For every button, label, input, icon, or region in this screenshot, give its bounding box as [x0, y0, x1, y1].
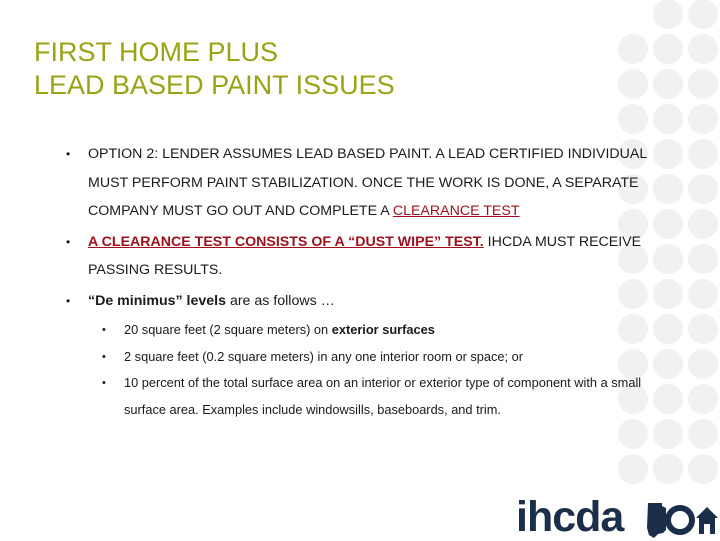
bullet-de-minimus [66, 287, 666, 316]
decorative-dot [688, 314, 718, 344]
decorative-dot [653, 34, 683, 64]
decorative-dot [618, 419, 648, 449]
decorative-dot [618, 454, 648, 484]
decorative-dot [688, 174, 718, 204]
bullet-clearance-test [66, 228, 666, 285]
decorative-dot [688, 104, 718, 134]
decorative-dot [688, 279, 718, 309]
sub-bullet-text: 20 square feet (2 square meters) on [124, 322, 332, 337]
decorative-dot [688, 349, 718, 379]
decorative-dot [688, 139, 718, 169]
option-2-text: OPTION 2: LENDER ASSUMES LEAD BASED PAINT. A LEAD CERTIFIED INDIVIDUAL MUST PERFORM PAINT STABILIZATION. ONCE THE WORK IS DONE, A SEPARATE COMPANY MUST GO OUT AND COMPLETE A [88, 146, 647, 219]
bullet-marker: • [102, 324, 106, 336]
slide-content [66, 140, 666, 423]
title-line-1: FIRST HOME PLUS [34, 37, 279, 67]
indiana-home-logo-icon [644, 500, 720, 540]
clearance-test-link[interactable]: CLEARANCE TEST [392, 203, 520, 219]
bullet-marker: • [102, 350, 106, 363]
decorative-dot [653, 69, 683, 99]
bullet-marker: • [102, 377, 106, 389]
sub-bullet-interior [102, 344, 666, 371]
bullet-option-2 [66, 140, 666, 226]
decorative-dot [688, 244, 718, 274]
decorative-dot [688, 209, 718, 239]
sub-bullet-exterior [102, 317, 666, 344]
decorative-dot [688, 419, 718, 449]
bullet-marker: • [66, 234, 71, 249]
decorative-dot [688, 69, 718, 99]
bullet-marker: • [66, 147, 71, 161]
decorative-dot [653, 104, 683, 134]
decorative-dot [618, 34, 648, 64]
bullet-marker: • [66, 293, 71, 308]
decorative-dot [618, 69, 648, 99]
ihcda-logo-text: ihcda [516, 493, 624, 541]
sub-bullet-percent [102, 370, 666, 423]
clearance-test-rest: IHCDA MUST RECEIVE PASSING RESULTS. [88, 233, 642, 278]
sub-bullet-text: 10 percent of the total surface area on an interior or exterior type of component with a small surface area. Examples include windowsills, baseboards, and trim. [124, 375, 642, 417]
decorative-dot [688, 454, 718, 484]
sub-bullet-text: 2 square feet (0.2 square meters) in any one interior room or space; or [124, 348, 524, 364]
decorative-dot [653, 454, 683, 484]
de-minimus-rest: are as follows … [226, 292, 335, 309]
sub-bullet-bold: exterior surfaces [331, 322, 435, 337]
de-minimus-emphasis: “De minimus” levels [88, 292, 226, 309]
decorative-dot [688, 384, 718, 414]
decorative-dot [688, 0, 718, 29]
clearance-test-definition[interactable]: A CLEARANCE TEST CONSISTS OF A “DUST WIPE” TEST. [88, 233, 484, 250]
decorative-dot [688, 34, 718, 64]
decorative-dot [618, 104, 648, 134]
title-line-2: LEAD BASED PAINT ISSUES [34, 70, 395, 100]
slide-title [34, 36, 395, 102]
decorative-dot [653, 0, 683, 29]
decorative-dot [653, 419, 683, 449]
